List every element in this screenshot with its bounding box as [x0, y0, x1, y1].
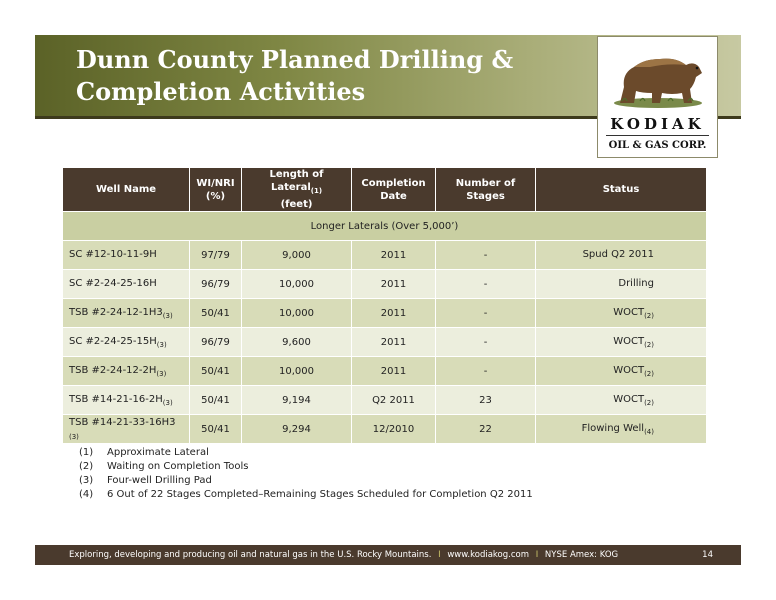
- cell-well-name: TSB $\#2-24-12-1H3_{(3)}$: [63, 298, 190, 327]
- cell-stages: 23: [436, 385, 536, 414]
- footnote-item: [79, 474, 533, 488]
- cell-status: $WOCT_{(2)}$: [536, 356, 706, 385]
- col-header-lateral: Length of Lateral$_{(1)}$ (feet): [242, 168, 352, 211]
- footer-ticker: NYSE Amex: KOG: [544, 550, 619, 560]
- cell-lateral: 9,194: [242, 385, 352, 414]
- table-row: [63, 385, 706, 414]
- cell-well-name: SC $\#2-24-25-15H_{(3)}$: [63, 327, 190, 356]
- cell-wi-nri: 50/41: [190, 356, 242, 385]
- cell-status: Flowing Well$_{(4)}$: [536, 414, 706, 443]
- page-title: [76, 44, 596, 108]
- footnote-text: Four-well Drilling Pad: [107, 475, 212, 486]
- footer-bar: [35, 545, 741, 565]
- footnote-text: Waiting on Completion Tools: [107, 461, 249, 472]
- cell-well-name: TSB $\#2-24-12-2H_{(3)}$: [63, 356, 190, 385]
- bear-icon: [598, 37, 717, 115]
- title-line-2: Completion Activities: [76, 77, 366, 106]
- logo-divider: [606, 135, 709, 136]
- cell-status: $WOCT_{(2)}$: [536, 385, 706, 414]
- cell-lateral: 10,000: [242, 298, 352, 327]
- cell-wi-nri: 50/41: [190, 298, 242, 327]
- cell-stages: -: [436, 356, 536, 385]
- cell-wi-nri: 97/79: [190, 240, 242, 269]
- logo-subtitle: OIL & GAS CORP.: [608, 140, 707, 151]
- cell-stages: -: [436, 298, 536, 327]
- cell-lateral: 9,000: [242, 240, 352, 269]
- cell-status: $WOCT_{(2)}$: [536, 298, 706, 327]
- cell-well-name: TSB #14-21-33-16H3 $_{(3)}$: [63, 414, 190, 443]
- footnote-item: [79, 446, 533, 460]
- cell-completion-date: 2011: [352, 269, 436, 298]
- footnote-number: (2): [79, 461, 94, 472]
- cell-completion-date: 2011: [352, 240, 436, 269]
- cell-status: $WOCT_{(2)}$: [536, 327, 706, 356]
- col-header-status: Status: [536, 168, 706, 211]
- col-header-completion-date: Completion Date: [352, 168, 436, 211]
- logo-name: KODIAK: [610, 115, 705, 133]
- footnote-number: (1): [79, 447, 94, 458]
- footer-separator: I: [438, 550, 441, 560]
- cell-well-name: SC #12-10-11-9H: [63, 240, 190, 269]
- cell-stages: -: [436, 240, 536, 269]
- footnote-text: Approximate Lateral: [107, 447, 209, 458]
- section-label: Longer Laterals (Over 5,000’): [63, 211, 706, 240]
- col-header-well-name: Well Name: [63, 168, 190, 211]
- page-number: 14: [702, 550, 713, 560]
- cell-lateral: 10,000: [242, 269, 352, 298]
- footer-tagline: Exploring, developing and producing oil and natural gas in the U.S. Rocky Mountains.: [69, 550, 432, 560]
- cell-completion-date: 2011: [352, 298, 436, 327]
- cell-wi-nri: 96/79: [190, 327, 242, 356]
- cell-well-name: SC #2-24-25-16H: [63, 269, 190, 298]
- footer-separator: I: [535, 550, 539, 560]
- footnote-item: [79, 488, 533, 502]
- cell-stages: -: [436, 327, 536, 356]
- table-row: [63, 240, 706, 269]
- drilling-table: [63, 168, 706, 443]
- cell-wi-nri: 50/41: [190, 414, 242, 443]
- cell-completion-date: 12/2010: [352, 414, 436, 443]
- cell-completion-date: Q2 2011: [352, 385, 436, 414]
- table-row: [63, 298, 706, 327]
- table-row: [63, 327, 706, 356]
- cell-wi-nri: 96/79: [190, 269, 242, 298]
- cell-stages: -: [436, 269, 536, 298]
- table-row: [63, 269, 706, 298]
- footnote-number: (4): [79, 489, 94, 500]
- footnote-item: [79, 460, 533, 474]
- cell-status: Drilling: [536, 269, 706, 298]
- cell-completion-date: 2011: [352, 356, 436, 385]
- footer-url-link[interactable]: www.kodiakog.com: [447, 550, 529, 560]
- col-header-wi-nri: WI/NRI (%): [190, 168, 242, 211]
- section-row: [63, 211, 706, 240]
- table-header-row: [63, 168, 706, 211]
- footnotes: [79, 446, 533, 502]
- cell-lateral: 9,600: [242, 327, 352, 356]
- cell-well-name: TSB $\#14-21-16-2H_{(3)}$: [63, 385, 190, 414]
- footnote-number: (3): [79, 475, 94, 486]
- cell-wi-nri: 50/41: [190, 385, 242, 414]
- table-row: [63, 414, 706, 443]
- cell-status: Spud Q2 2011: [536, 240, 706, 269]
- company-logo: [597, 36, 718, 158]
- col-header-stages: Number of Stages: [436, 168, 536, 211]
- cell-lateral: 10,000: [242, 356, 352, 385]
- cell-stages: 22: [436, 414, 536, 443]
- footer-text: [69, 545, 618, 565]
- cell-lateral: 9,294: [242, 414, 352, 443]
- cell-completion-date: 2011: [352, 327, 436, 356]
- title-line-1: Dunn County Planned Drilling &: [76, 45, 514, 74]
- footnote-text: 6 Out of 22 Stages Completed–Remaining Stages Scheduled for Completion Q2 2011: [107, 489, 533, 500]
- table-row: [63, 356, 706, 385]
